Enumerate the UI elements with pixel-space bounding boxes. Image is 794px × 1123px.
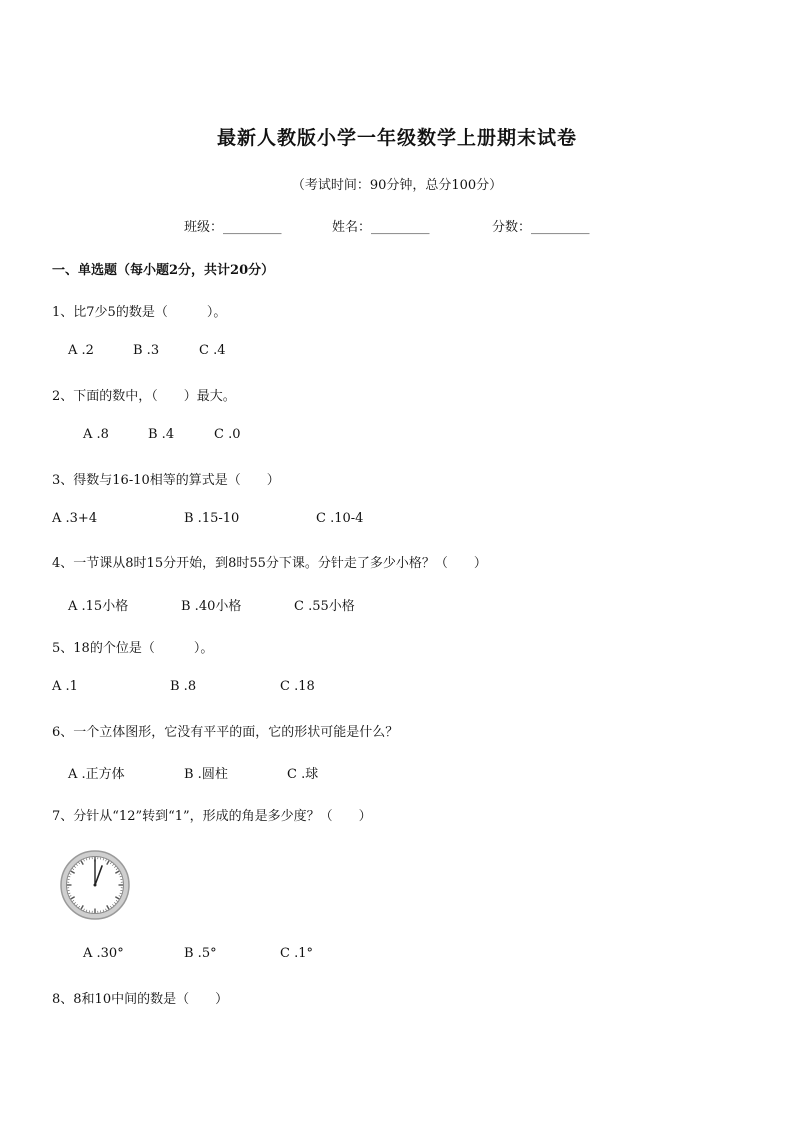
q7-option-b: B .5° — [184, 946, 217, 961]
q2-option-b: B .4 — [148, 427, 175, 442]
exam-subtitle: （考试时间：90分钟，总分100分） — [291, 178, 503, 193]
q6-option-c: C .球 — [287, 767, 319, 782]
question-2: 2、下面的数中，（ ）最大。 — [52, 389, 236, 404]
question-1: 1、比7少5的数是（ ）。 — [52, 305, 227, 320]
question-7: 7、分针从“12”转到“1”，形成的角是多少度？（ ） — [52, 809, 372, 824]
class-field: 班级：_________ — [184, 220, 282, 235]
q2-option-c: C .0 — [214, 427, 241, 442]
q2-option-a: A .8 — [83, 427, 109, 442]
q1-option-c: C .4 — [199, 343, 226, 358]
question-6: 6、一个立体图形，它没有平平的面，它的形状可能是什么？ — [52, 725, 399, 740]
question-3: 3、得数与16-10相等的算式是（ ） — [52, 473, 280, 488]
question-8: 8、8和10中间的数是（ ） — [52, 992, 229, 1007]
clock-icon — [58, 849, 132, 921]
q5-option-b: B .8 — [170, 679, 197, 694]
q6-option-b: B .圆柱 — [184, 767, 228, 782]
name-field: 姓名：_________ — [332, 220, 430, 235]
q1-option-a: A .2 — [68, 343, 94, 358]
q3-option-c: C .10-4 — [316, 511, 364, 526]
q3-option-b: B .15-10 — [184, 511, 240, 526]
q7-option-c: C .1° — [280, 946, 313, 961]
q5-option-c: C .18 — [280, 679, 315, 694]
q7-option-a: A .30° — [83, 946, 124, 961]
q1-option-b: B .3 — [133, 343, 160, 358]
section-heading: 一、单选题（每小题2分，共计20分） — [52, 263, 275, 278]
q4-option-b: B .40小格 — [181, 599, 242, 614]
exam-title: 最新人教版小学一年级数学上册期末试卷 — [216, 127, 577, 149]
q6-option-a: A .正方体 — [68, 767, 125, 782]
q3-option-a: A .3+4 — [52, 511, 98, 526]
q4-option-a: A .15小格 — [68, 599, 129, 614]
q5-option-a: A .1 — [52, 679, 78, 694]
score-field: 分数：_________ — [492, 220, 590, 235]
question-4: 4、一节课从8时15分开始，到8时55分下课。分针走了多少小格？（ ） — [52, 556, 487, 571]
question-5: 5、18的个位是（ ）。 — [52, 641, 214, 656]
q4-option-c: C .55小格 — [294, 599, 355, 614]
student-info-row — [0, 216, 794, 236]
